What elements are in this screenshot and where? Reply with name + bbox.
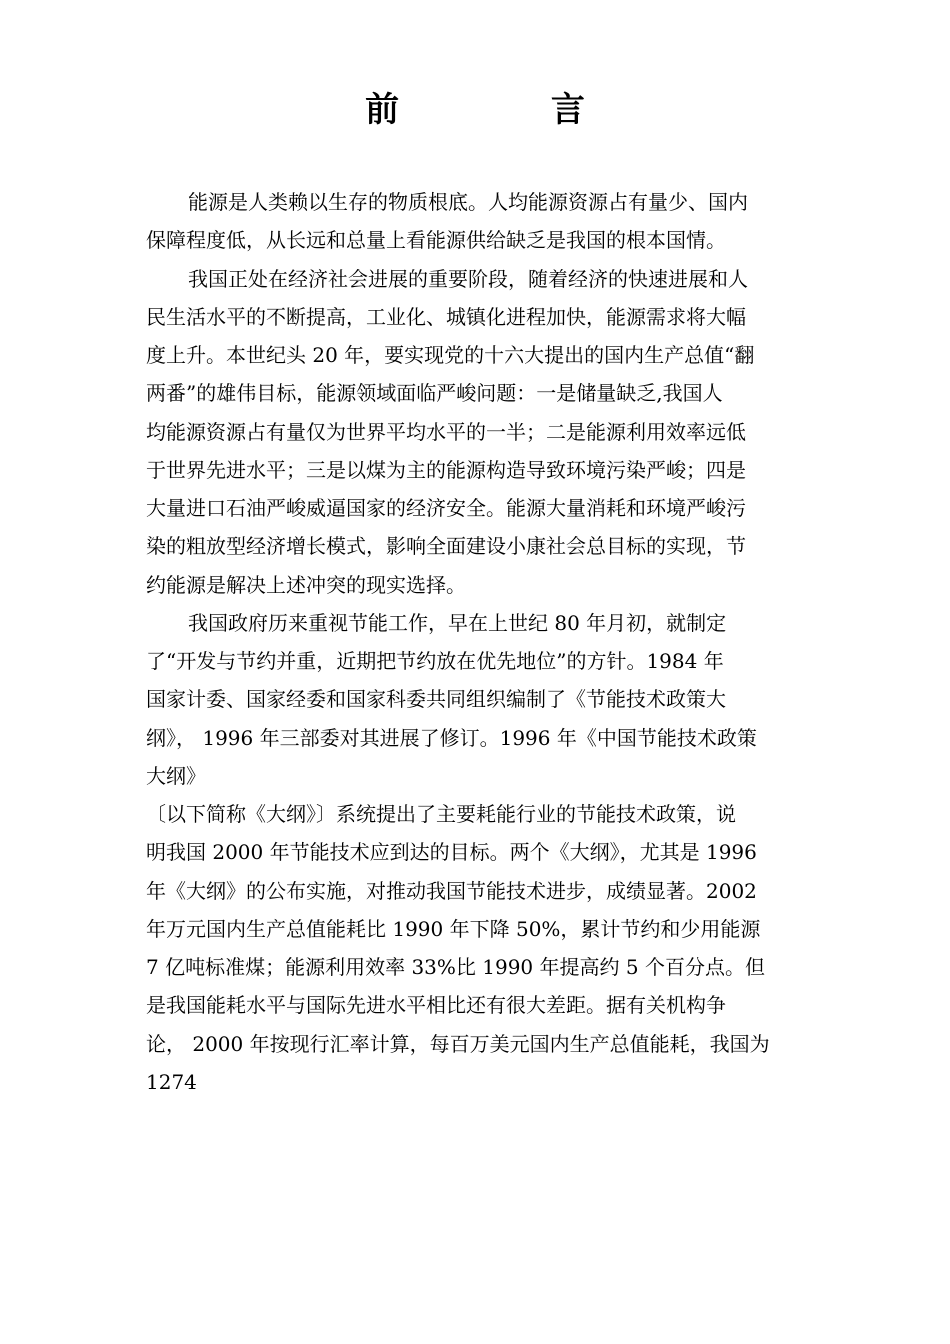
- text-line: 大量进口石油严峻威逼国家的经济安全。能源大量消耗和环境严峻污: [146, 496, 746, 520]
- text-line: 我国政府历来重视节能工作，早在上世纪 80 年月初，就制定: [188, 610, 727, 635]
- text-line: 我国正处在经济社会进展的重要阶段，随着经济的快速进展和人: [188, 266, 748, 291]
- text-line: 均能源资源占有量仅为世界平均水平的一半；二是能源利用效率远低: [146, 419, 746, 444]
- text-line: 保障程度低，从长远和总量上看能源供给缺乏是我国的根本国情。: [146, 228, 726, 253]
- text-line: 两番”的雄伟目标，能源领域面临严峻问题：一是储量缺乏,我国人: [146, 381, 723, 406]
- text-line: 约能源是解决上述冲突的现实选择。: [146, 572, 466, 597]
- text-line: 7 亿吨标准煤；能源利用效率 33%比 1990 年提高约 5 个百分点。但: [146, 955, 765, 979]
- text-line: 国家计委、国家经委和国家科委共同组织编制了《节能技术政策大: [146, 687, 726, 712]
- text-line: 论， 2000 年按现行汇率计算，每百万美元国内生产总值能耗，我国为: [146, 1031, 770, 1056]
- text-line: 明我国 2000 年节能技术应到达的目标。两个《大纲》，尤其是 1996: [146, 840, 757, 865]
- text-line: 染的粗放型经济增长模式，影响全面建设小康社会总目标的实现，节: [146, 534, 746, 559]
- text-line: 了“开发与节约并重，近期把节约放在优先地位”的方针。1984 年: [146, 649, 724, 673]
- text-line: 能源是人类赖以生存的物质根底。人均能源资源占有量少、国内: [188, 190, 748, 214]
- text-line: 纲》， 1996 年三部委对其进展了修订。1996 年《中国节能技术政策: [146, 725, 757, 750]
- text-line: 〔以下简称《大纲》〕系统提出了主要耗能行业的节能技术政策，说: [146, 802, 736, 826]
- text-line: 年万元国内生产总值能耗比 1990 年下降 50%，累计节约和少用能源: [146, 916, 761, 941]
- text-line: 大纲》: [146, 763, 206, 788]
- text-line: 民生活水平的不断提高，工业化、城镇化进程加快，能源需求将大幅: [146, 304, 746, 329]
- text-line: 于世界先进水平；三是以煤为主的能源构造导致环境污染严峻；四是: [146, 457, 746, 482]
- page-title: 前 言: [365, 90, 655, 130]
- text-line: 度上升。本世纪头 20 年，要实现党的十六大提出的国内生产总值“翻: [146, 343, 755, 367]
- preface-body: [146, 183, 826, 1101]
- text-line: 年《大纲》的公布实施，对推动我国节能技术进步，成绩显著。2002: [146, 878, 757, 903]
- text-line: 1274: [146, 1069, 197, 1094]
- text-line: 是我国能耗水平与国际先进水平相比还有很大差距。据有关机构争: [146, 993, 726, 1018]
